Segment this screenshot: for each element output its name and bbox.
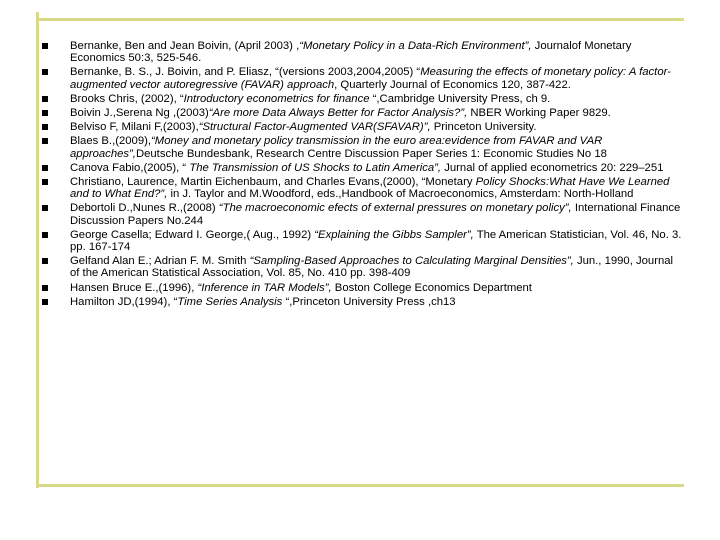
reference-title: “Structural Factor-Augmented VAR(SFAVAR)”, xyxy=(198,121,431,134)
reference-title: “Sampling-Based Approaches to Calculating Marginal Densities”, xyxy=(246,255,574,268)
square-bullet-icon xyxy=(42,179,48,185)
reference-authors: Canova Fabio,(2005), “ xyxy=(70,161,190,174)
reference-item xyxy=(42,229,682,253)
reference-authors: Boivin J.,Serena Ng ,(2003) xyxy=(70,107,209,120)
top-decorative-line xyxy=(36,18,684,21)
reference-authors: Debortoli D.,Nunes R.,(2008) xyxy=(70,202,216,215)
reference-item xyxy=(42,162,682,174)
reference-authors: George Casella; Edward I. George,( Aug., 1992) xyxy=(70,228,312,241)
reference-title: “Money and monetary policy transmission in the euro area:evidence from FAVAR and VAR approaches”, xyxy=(70,135,603,160)
square-bullet-icon xyxy=(42,69,48,75)
square-bullet-icon xyxy=(42,165,48,171)
reference-authors: Belviso F, Milani F,(2003), xyxy=(70,121,199,134)
square-bullet-icon xyxy=(42,96,48,102)
reference-authors: Bernanke, B. S., J. Boivin, and P. Eliasz, “(versions 2003,2004,2005) “ xyxy=(70,66,421,79)
square-bullet-icon xyxy=(42,258,48,264)
reference-item xyxy=(42,121,682,133)
reference-item xyxy=(42,93,682,105)
reference-title: Policy Shocks:What Have We Learned and to What End?”, xyxy=(70,176,670,201)
reference-authors: Blaes B.,(2009), xyxy=(70,135,152,148)
reference-authors: Hansen Bruce E.,(1996), xyxy=(70,281,195,294)
square-bullet-icon xyxy=(42,110,48,116)
square-bullet-icon xyxy=(42,299,48,305)
square-bullet-icon xyxy=(42,124,48,130)
reference-title: “Are more Data Always Better for Factor Analysis?”, xyxy=(208,107,468,120)
reference-list xyxy=(42,40,682,308)
reference-item xyxy=(42,66,682,90)
reference-source: Jun., 1990, Journal of the American Statistical Association, Vol. 85, No. 410 pp. 398-409 xyxy=(70,255,674,280)
reference-item xyxy=(42,135,682,159)
reference-item xyxy=(42,296,682,308)
square-bullet-icon xyxy=(42,285,48,291)
square-bullet-icon xyxy=(42,43,48,49)
reference-title: “The macroeconomic efects of external pressures on monetary policy”, xyxy=(215,202,572,215)
reference-source: , Quarterly Journal of Economics 120, 387-422. xyxy=(334,78,571,91)
reference-title: “Monetary Policy in a Data-Rich Environment”, xyxy=(299,40,532,52)
left-decorative-line xyxy=(36,12,39,488)
reference-authors: Bernanke, Ben and Jean Boivin, (April 2003) , xyxy=(70,40,300,52)
square-bullet-icon xyxy=(42,205,48,211)
reference-source: Deutsche Bundesbank, Research Centre Discussion Paper Series 1: Economic Studies No 18 xyxy=(135,147,607,160)
reference-source: International Finance Discussion Papers No.244 xyxy=(70,202,681,227)
reference-source: “,Princeton University Press ,ch13 xyxy=(282,295,456,308)
bottom-decorative-line xyxy=(36,484,684,487)
reference-title: Introductory econometrics for finance xyxy=(183,92,370,105)
reference-title: The Transmission of US Shocks to Latin America”, xyxy=(189,161,442,174)
reference-source: NBER Working Paper 9829. xyxy=(467,107,611,120)
reference-title: Measuring the effects of monetary policy: A factor-augmented vector autoregressive (FAVAR) approach xyxy=(70,66,671,91)
reference-title: “Inference in TAR Models”, xyxy=(194,281,332,294)
reference-item xyxy=(42,282,682,294)
reference-source: Boston College Economics Department xyxy=(331,281,532,294)
reference-authors: Brooks Chris, (2002), “ xyxy=(70,92,184,105)
reference-item xyxy=(42,107,682,119)
reference-item xyxy=(42,40,682,64)
reference-item xyxy=(42,255,682,279)
reference-source: Princeton University. xyxy=(430,121,537,134)
reference-source: Jurnal of applied econometrics 20: 229–251 xyxy=(441,161,664,174)
reference-source: Journalof Monetary Economics 50:3, 525-546. xyxy=(70,40,632,65)
reference-authors: Gelfand Alan E.; Adrian F. M. Smith xyxy=(70,255,247,268)
reference-title: Time Series Analysis xyxy=(177,295,283,308)
reference-source: The American Statistician, Vol. 46, No. 3. pp. 167-174 xyxy=(70,228,682,254)
reference-item xyxy=(42,176,682,200)
reference-source: in J. Taylor and M.Woodford, eds.,Handbook of Macroeconomics, Amsterdam: North-Holland xyxy=(167,188,634,201)
square-bullet-icon xyxy=(42,232,48,238)
square-bullet-icon xyxy=(42,138,48,144)
reference-source: “,Cambridge University Press, ch 9. xyxy=(369,92,551,105)
reference-title: “Explaining the Gibbs Sampler”, xyxy=(311,228,474,241)
reference-authors: Christiano, Laurence, Martin Eichenbaum, and Charles Evans,(2000), “Monetary xyxy=(70,176,476,189)
reference-item xyxy=(42,202,682,226)
reference-authors: Hamilton JD,(1994), “ xyxy=(70,295,178,308)
